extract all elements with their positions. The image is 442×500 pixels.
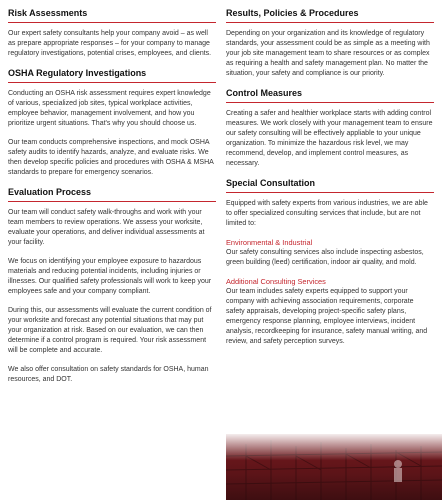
section-heading: Evaluation Process [8,187,216,202]
paragraph: Our team conducts comprehensive inspections, and mock OSHA safety audits to identify hazards, analyze, and evaluate risks. We then develop specific policies and procedures with OSHA & MSHA standards to prepare for emergency scenarios. [8,139,214,176]
osha-section [8,68,216,178]
construction-site-photo [226,434,442,500]
paragraph: Depending on your organization and its knowledge of regulatory standards, your assessment could be as simple as a meeting with your job site management team to share resources or as complex as requiring a health and safety management plan. No matter the situation, your safety and compliance is our priority. [226,30,430,77]
left-column [8,8,216,394]
paragraph: We also offer consultation on safety standards for OSHA, human resources, and DOT. [8,366,209,383]
paragraph: Conducting an OSHA risk assessment requires expert knowledge of various, specialized job sites, typical workplace activities, employee behavior, management involvement, and how you prioritize urgent situations. That's why you should choose us. [8,90,211,127]
subheading-additional: Additional Consulting Services [226,277,326,286]
photo-fade-overlay [226,434,442,500]
control-measures-section [226,88,434,169]
section-heading: OSHA Regulatory Investigations [8,68,216,83]
paragraph: During this, our assessments will evaluate the current condition of your worksite and forecast any potential situations that may put your organization at risk. Based on our evaluation, we can then determine if a control program is required. Your risk assessment will be complete and accurate. [8,307,212,354]
subheading-environmental: Environmental & Industrial [226,238,313,247]
section-heading: Control Measures [226,88,434,103]
risk-assessments-section [8,8,216,59]
paragraph: Our team includes safety experts equipped to support your company with achieving association requirements, corporate safety appraisals, developing project-specific safety plans, emergency response planning, employee interviews, incident analysis, recordkeeping for insurance, safety manual writing, and review, and safety perception surveys. [226,288,428,345]
paragraph: Our expert safety consultants help your company avoid – as well as prepare appropriate responses – for your company to manage regulatory investigations, potential crises, employees, and clients. [8,30,212,57]
paragraph: Equipped with safety experts from various industries, we are able to offer specialized consulting services that include, but are not limited to: [226,200,428,227]
right-column [226,8,434,356]
section-heading: Special Consultation [226,178,434,193]
section-heading: Results, Policies & Procedures [226,8,434,23]
paragraph: Creating a safer and healthier workplace starts with adding control measures. We work closely with your management team to ensure our safety consulting will be effectively appliable to your unique organization. To minimize the hazardous risk level, we may recommend, develop, and implement control measures, as necessary. [226,110,433,167]
paragraph: Our safety consulting services also include inspecting asbestos, green building (leed) certification, indoor air quality, and mold. [226,249,424,266]
paragraph: We focus on identifying your employee exposure to hazardous materials and reducing potential incidents, including injuries or illnesses. Our qualified safety professionals will work to keep your employees safe and your company compliant. [8,258,212,295]
paragraph: Our team will conduct safety walk-throughs and work with your team members to review operations. We assess your worksite, evaluate your operations, and deliver individual assessments at your facility. [8,209,205,246]
special-consultation-section [226,178,434,347]
section-heading: Risk Assessments [8,8,216,23]
results-section [226,8,434,79]
evaluation-process-section [8,187,216,385]
